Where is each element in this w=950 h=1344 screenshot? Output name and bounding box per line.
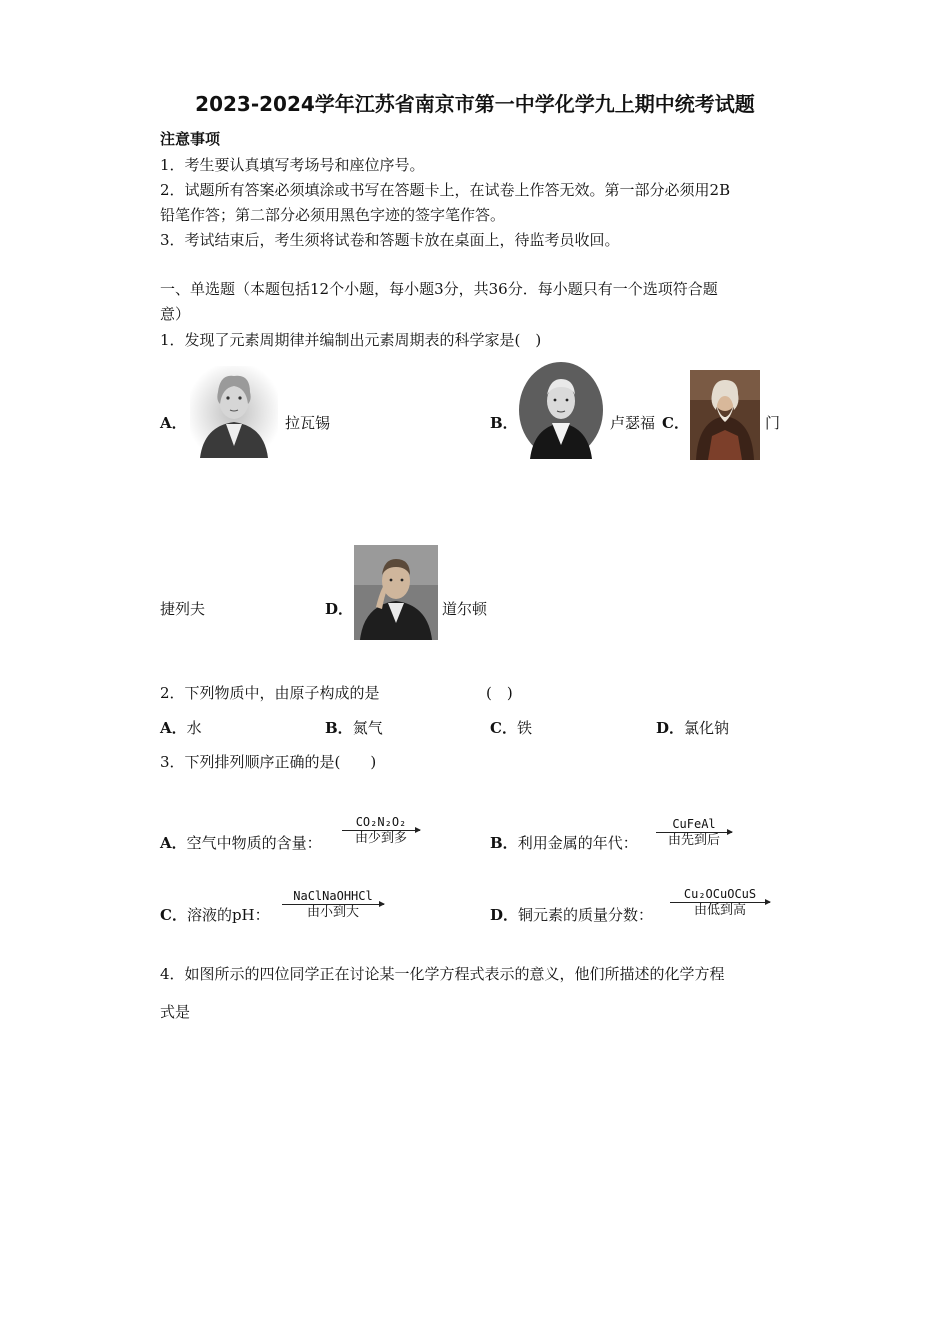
section-heading-cont: 意） [160,305,191,323]
q1-option-b-text: 卢瑟福 [610,414,656,432]
q2-option-a [160,717,202,738]
q3-option-c-arrow-bottom: 由小到大 [306,905,359,920]
portrait-dalton-icon [354,545,438,640]
q1-option-b-letter: B． [490,414,518,432]
q3-option-d-text: 铜元素的质量分数： [518,906,654,924]
q3-option-b-arrow-top: CuFeAl [672,817,716,831]
q2-option-d [656,717,729,738]
q3-option-c-letter: C． [160,906,187,924]
q2-option-b [325,717,383,738]
q3-option-b-arrow-bottom: 由先到后 [667,833,720,848]
question-1-stem: 1．发现了元素周期律并编制出元素周期表的科学家是( ) [160,331,542,349]
q3-option-d-arrow-bottom: 由低到高 [693,903,746,918]
portrait-mendeleev-icon [690,370,760,460]
notice-heading: 注意事项 [160,130,221,148]
notice-item-3: 3．考试结束后，考生须将试卷和答题卡放在桌面上，待监考员收回。 [160,231,620,249]
q2-option-d-text: 氯化钠 [684,719,730,737]
q3-option-b [490,832,638,853]
portrait-lavoisier-icon [190,366,278,458]
page-title: 2023-2024学年江苏省南京市第一中学化学九上期中统考试题 [195,92,755,116]
q3-option-a-text: 空气中物质的含量： [186,834,322,852]
q3-option-a-arrow [342,815,420,846]
notice-item-1: 1．考生要认真填写考场号和座位序号。 [160,156,425,174]
q1-option-a-letter: A． [160,414,187,432]
question-4-stem: 4．如图所示的四位同学正在讨论某一化学方程式表示的意义，他们所描述的化学方程 [160,965,725,983]
q2-option-c-letter: C． [490,719,517,737]
arrow-right-icon [670,902,770,903]
section-heading: 一、单选题（本题包括12个小题，每小题3分，共36分．每小题只有一个选项符合题 [160,280,718,298]
arrow-right-icon [282,904,384,905]
q1-option-c-continuation: 捷列夫 [160,600,206,618]
question-4-stem-cont: 式是 [160,1003,191,1021]
q1-option-d-letter: D． [325,600,354,618]
q2-option-b-letter: B． [325,719,353,737]
question-2-paren: ( ) [486,684,513,702]
q3-option-a [160,832,322,853]
portrait-rutherford-icon [518,361,604,459]
q3-option-a-arrow-top: CO₂N₂O₂ [355,815,407,829]
q3-option-c-arrow-top: NaClNaOHHCl [293,889,373,903]
q2-option-a-text: 水 [186,719,202,737]
notice-item-2: 2．试题所有答案必须填涂或书写在答题卡上，在试卷上作答无效。第一部分必须用2B [160,181,731,199]
q3-option-b-text: 利用金属的年代： [517,834,638,852]
q3-option-c [160,904,270,925]
q3-option-c-arrow [282,889,384,920]
q2-option-d-letter: D． [656,719,685,737]
q3-option-b-arrow [656,817,732,848]
q3-option-a-arrow-bottom: 由少到多 [354,831,407,846]
q1-option-c-letter: C． [662,414,689,432]
q3-option-b-letter: B． [490,834,518,852]
arrow-right-icon [342,830,420,831]
notice-item-2-cont: 铅笔作答；第二部分必须用黑色字迹的签字笔作答。 [160,206,506,224]
q2-option-a-letter: A． [160,719,187,737]
q2-option-b-text: 氮气 [352,719,383,737]
q2-option-c-text: 铁 [516,719,532,737]
q2-option-c [490,717,532,738]
q1-option-c-text: 门 [765,414,781,432]
q1-option-d-text: 道尔顿 [442,600,488,618]
q3-option-a-letter: A． [160,834,187,852]
q3-option-d-arrow [670,887,770,918]
arrow-right-icon [656,832,732,833]
question-3-stem: 3．下列排列顺序正确的是( ) [160,753,377,771]
q1-option-a-text: 拉瓦锡 [285,414,331,432]
q3-option-c-text: 溶液的pH： [186,906,270,924]
q3-option-d-letter: D． [490,906,519,924]
question-2-stem: 2．下列物质中，由原子构成的是 [160,684,380,702]
q3-option-d-arrow-top: Cu₂OCuOCuS [683,887,757,901]
q3-option-d [490,904,653,925]
